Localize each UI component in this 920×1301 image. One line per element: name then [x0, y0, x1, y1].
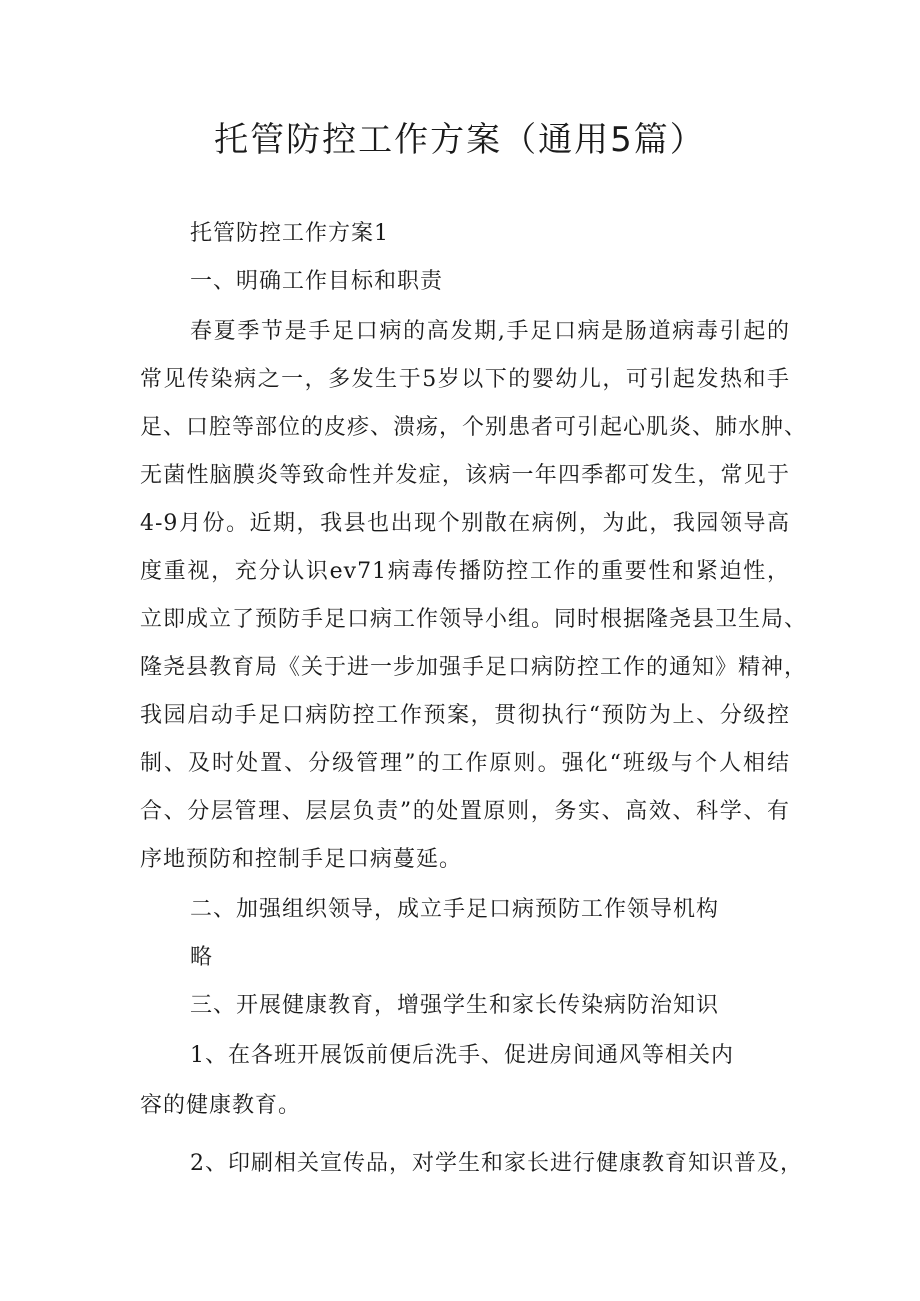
paragraph-line: 制、及时处置、分级管理”的工作原则。强化“班级与个人相结	[140, 751, 790, 776]
section-heading: 一、明确工作目标和职责	[190, 269, 444, 294]
paragraph-line: 容的健康教育。	[140, 1093, 302, 1118]
paragraph-line: 度重视，充分认识ev71病毒传播防控工作的重要性和紧迫性，	[140, 559, 790, 584]
paragraph-line: 1、在各班开展饭前便后洗手、促进房间通风等相关内	[190, 1043, 734, 1068]
omitted-content-marker: 略	[190, 945, 214, 970]
paragraph-line: 无菌性脑膜炎等致命性并发症，该病一年四季都可发生，常见于	[140, 463, 790, 488]
section-heading: 托管防控工作方案1	[190, 221, 389, 246]
paragraph-line: 足、口腔等部位的皮疹、溃疡，个别患者可引起心肌炎、肺水肿、	[140, 415, 808, 440]
section-heading: 二、加强组织领导，成立手足口病预防工作领导机构	[190, 897, 720, 922]
paragraph-line: 我园启动手足口病防控工作预案，贯彻执行“预防为上、分级控	[140, 703, 790, 728]
paragraph-line: 合、分层管理、层层负责”的处置原则，务实、高效、科学、有	[140, 799, 790, 824]
section-heading: 三、开展健康教育，增强学生和家长传染病防治知识	[190, 993, 720, 1018]
paragraph-line: 立即成立了预防手足口病工作领导小组。同时根据隆尧县卫生局、	[140, 607, 808, 632]
paragraph-line: 春夏季节是手足口病的高发期,手足口病是肠道病毒引起的	[190, 319, 790, 344]
paragraph-line: 常见传染病之一，多发生于5岁以下的婴幼儿，可引起发热和手	[140, 367, 790, 392]
paragraph-line: 隆尧县教育局《关于进一步加强手足口病防控工作的通知》精神，	[140, 655, 808, 680]
paragraph-line: 4-9月份。近期，我县也出现个别散在病例，为此，我园领导高	[140, 511, 790, 536]
document-title: 托管防控工作方案（通用5篇）	[214, 120, 706, 160]
paragraph-line: 序地预防和控制手足口病蔓延。	[140, 847, 463, 872]
paragraph-line: 2、印刷相关宣传品，对学生和家长进行健康教育知识普及，	[190, 1151, 803, 1176]
